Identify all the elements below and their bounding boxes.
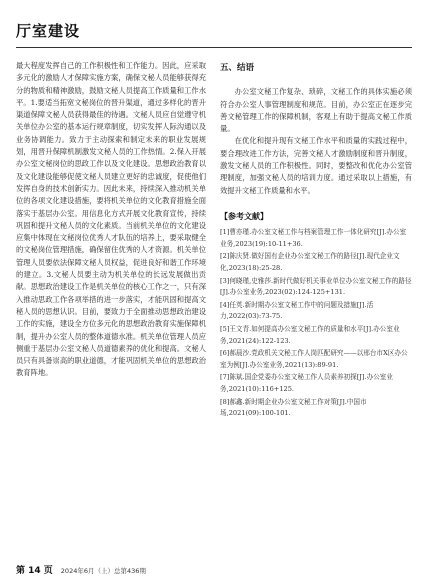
conclusion-heading: 五、结语 [220,63,255,73]
body-paragraph: 最大程度发挥自己的工作积极性和工作能力。因此，应采取多元化的激励人才保障实施方案，确保文秘人员能够获得充分的物质和精神激励，鼓励文秘人员提高工作质量和工作水平。1.要适当拓宽文秘岗位的晋升渠道，通过多样化的晋升渠道保障文秘人员获得最佳的待遇。文秘人员应自觉遵守机关单位办公室的基本运行规章制度，切实发挥人际沟通以及业务协调能力。致力于主动探索和制定未来的职业发展规划，用晋升保障机制激发文秘人员的工作热情。2.保入开展办公室文秘岗位的思政工作以及文化建设。思想政治教育以及文化建设能够促使文秘人员建立更好的忠诚度，促使他们发挥自身的技术创新实力。因此未来，持续深入推动机关单位的各项文化建设措施，要将机关单位的文化教育措施全面落实于基层办公室。用信息化方式开展文化教育宣传，持续巩固和提升文秘人员的文化素质。当前机关单位的文化建设应集中体现在文秘岗位优秀人才队伍的培养上，要采取健全的文秘岗位管理措施，确保留住优秀的人才资源。机关单位管理人员要依法保障文秘人员权益，促进良好和谐工作环境的建立。3.文秘人员要主动为机关单位的长远发展做出贡献。思想政治建设工作是机关单位的核心工作之一，只有深入推动思政工作各项举措的进一步落实，才能巩固和提高文秘人员的思想认识。目前，要致力于全面推动思想政治建设工作的实施，建设全方位多元化的思想政治教育实施保障机制，提升办公室人员的整体道德水准。机关单位管理人员应侧重于基层办公室文秘人员道德素养的优化和提高。文秘人员只有具备崇高的职业道德，才能巩固机关单位的思想政治教育阵地。 [16,61,206,378]
left-column [16,60,206,380]
reference-item: [7]陈斌.国企党委办公室文秘工作人员素养初探[J].办公室业务,2021(10):116+125. [220,373,393,393]
reference-item: [6]郝晨沙.党政机关文秘工作人岗匹配研究——以邢台市X区办公室为例[J].办公室业务,2021(13):89-91. [220,349,408,369]
references-heading: 【参考文献】 [220,211,268,221]
body-paragraph: 办公室文秘工作复杂、琐碎，文秘工作的具体实施必须符合办公室人事管理制度和规范。目前，办公室正在逐步完善文秘管理工作的保障机制，客观上有助于提高文秘工作质量。 [220,87,412,134]
page-footer [16,563,412,577]
reference-item: [5]王文青.如何提高办公室文秘工作的质量和水平[J].办公室业务,2021(24):122-123. [220,325,400,345]
right-column [220,60,412,421]
reference-item: [3]何晓瑾,史雅莎.新时代做好机关事业单位办公室文秘工作的路径[J].办公室业务,2023(02):124-125+131. [220,276,412,297]
references-list [220,227,412,420]
header-divider [16,47,412,48]
reference-item: [2]陈庆贤.做好国有企业办公室文秘工作的路径[J].现代企业文化,2023(18):25-28. [220,252,400,273]
page-number: 第 14 页 [16,566,53,576]
body-paragraph: 在优化和提升现有文秘工作水平和质量的实践过程中，要合理改进工作方法，完善文秘人才激励制度和晋升制度，激发文秘人员的工作积极性。同时，要整改和优化办公室管理制度，加强文秘人员的培训力度。通过采取以上措施，有效提升文秘工作质量和水平。 [220,136,412,195]
reference-item: [4]任英.新时期办公室文秘工作中的问题及措施[J].活力,2022(03):73-75. [220,300,374,321]
section-header-title: 厅室建设 [16,22,81,40]
issue-info: 2024年6月（上）总第436期 [60,567,146,575]
reference-item: [1]曹亦瑾.办公室文秘工作与档案管理工作一体化研究[J].办公室业务,2023(19):10-11+36. [220,228,407,248]
reference-item: [8]郝鑫.新时期企业办公室文秘工作对策[J].中国市场,2021(09):100-101. [220,397,367,418]
